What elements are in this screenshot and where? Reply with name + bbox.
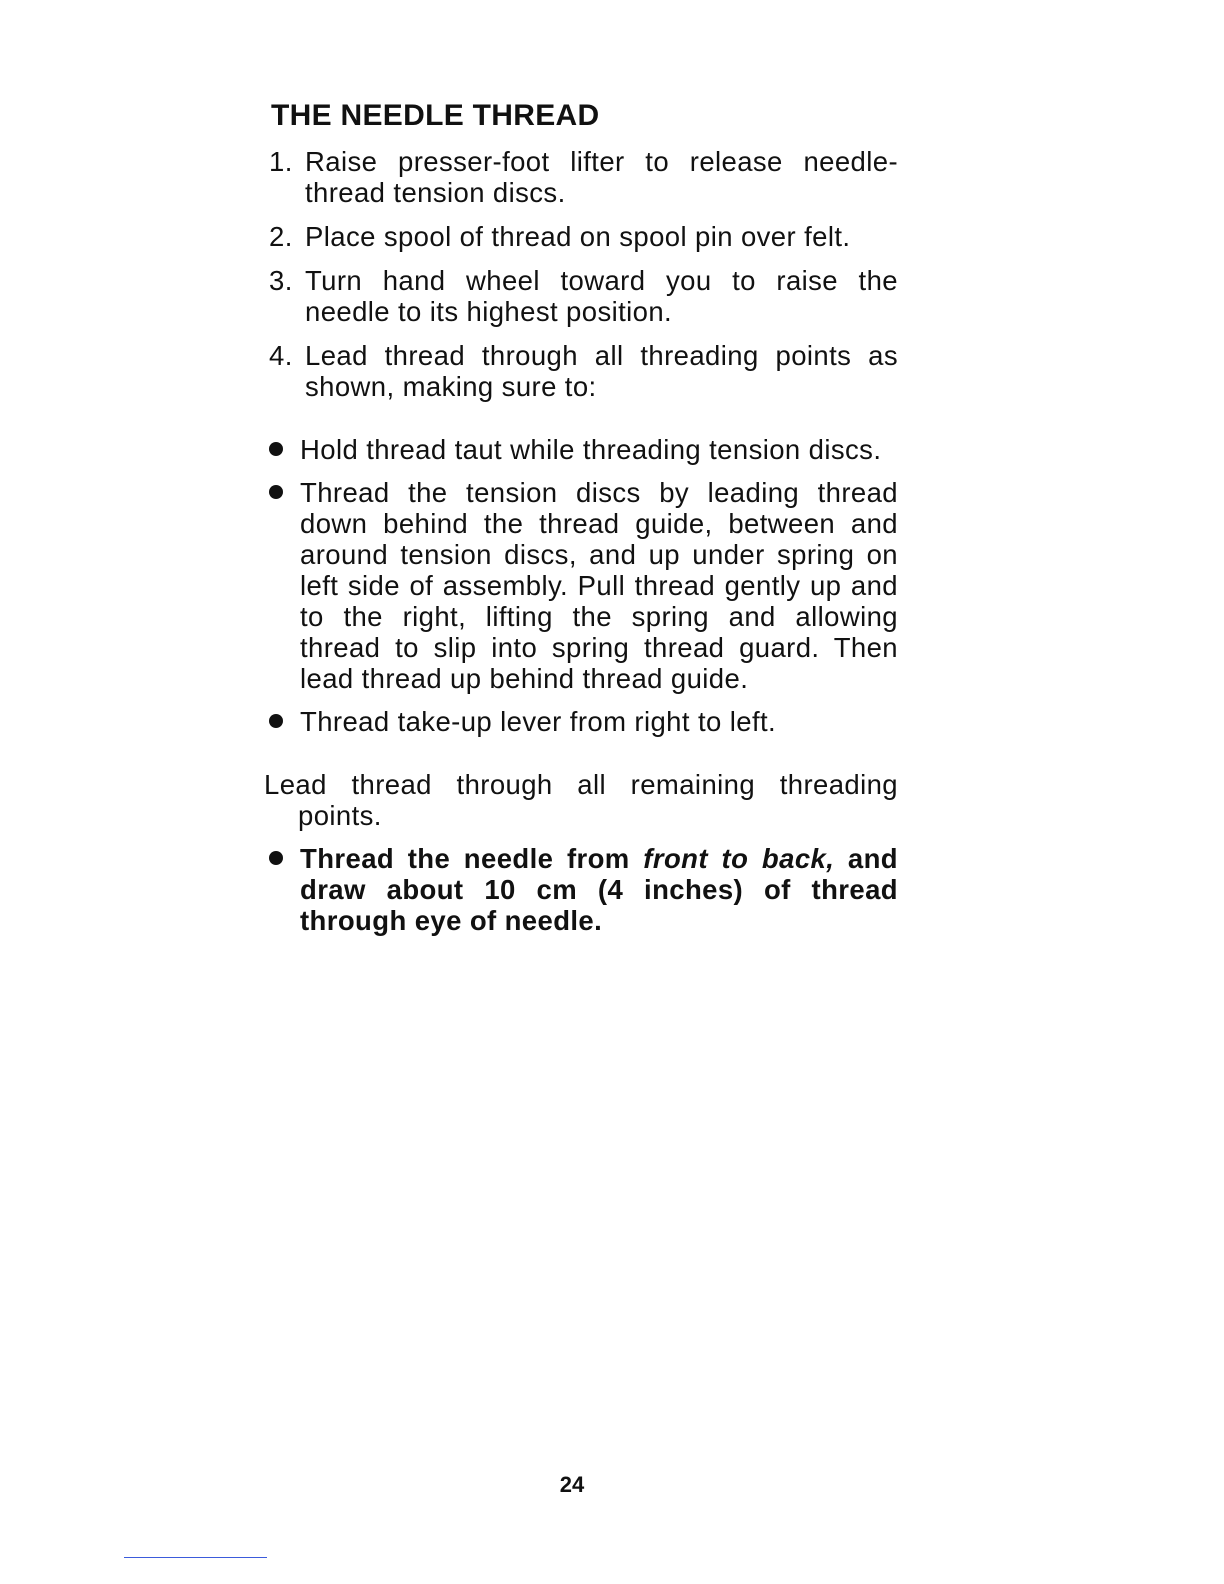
section-heading: THE NEEDLE THREAD xyxy=(271,99,600,132)
step-number: 1. xyxy=(269,146,293,177)
step-item xyxy=(264,221,898,252)
step-text: Raise presser-foot lifter to release needle-thread tension discs. xyxy=(305,146,898,208)
bullet-list xyxy=(264,434,898,737)
bullet-text: Thread take-up lever from right to left. xyxy=(300,706,777,737)
bullet-dot-icon xyxy=(269,485,283,499)
numbered-steps xyxy=(264,146,898,402)
bullet-text: Thread the tension discs by leading thread down behind the thread guide, between and around tension discs, and up under spring on left side of assembly. Pull thread gently up and to the right, lifting the spring and allowing thread to slip into spring thread guard. Then lead thread up behind thread guide. xyxy=(300,477,898,694)
bullet-text-before: Thread the needle from xyxy=(300,843,644,874)
bullet-item xyxy=(264,477,898,694)
step-text: Lead thread through all threading points as shown, making sure to: xyxy=(305,340,898,402)
step-item xyxy=(264,146,898,208)
bullet-item xyxy=(264,434,898,465)
step-number: 4. xyxy=(269,340,293,371)
page-content xyxy=(264,96,898,948)
step-text: Place spool of thread on spool pin over felt. xyxy=(305,221,851,252)
bullet-item xyxy=(264,843,898,936)
bullet-text: Hold thread taut while threading tension discs. xyxy=(300,434,882,465)
bullet-dot-icon xyxy=(269,851,283,865)
bullet-item xyxy=(264,706,898,737)
step-number: 2. xyxy=(269,221,293,252)
bullet-dot-icon xyxy=(269,714,283,728)
final-bullet-list xyxy=(264,843,898,936)
footer-divider xyxy=(124,1557,267,1558)
bullet-dot-icon xyxy=(269,442,283,456)
bullet-emphasis: front to back, xyxy=(643,843,835,874)
remaining-points-paragraph: Lead thread through all remaining threading points. xyxy=(264,769,898,831)
step-item xyxy=(264,265,898,327)
page-number: 24 xyxy=(559,1472,585,1497)
step-text: Turn hand wheel toward you to raise the needle to its highest position. xyxy=(305,265,898,327)
step-number: 3. xyxy=(269,265,293,296)
step-item xyxy=(264,340,898,402)
bullet-text-after: and draw about 10 cm (4 inches) of thread through eye of needle. xyxy=(300,843,898,936)
